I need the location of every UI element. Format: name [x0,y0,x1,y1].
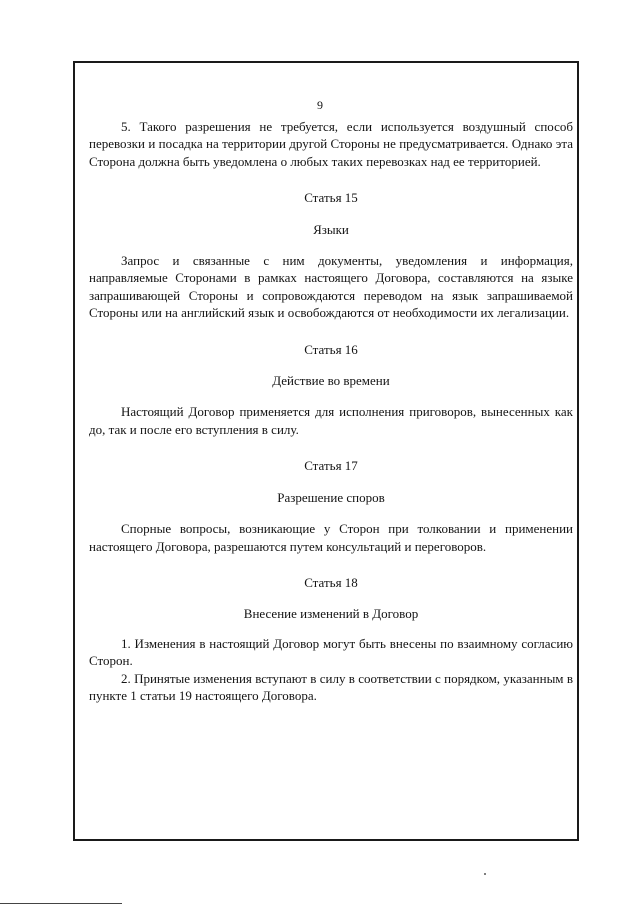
paragraph-permission-not-required: 5. Такого разрешения не требуется, если используется воздушный способ перевозки и посадка на территории другой Стороны не предусматривается. Однако эта Сторона должна быть уведомлена о любых таких перевозках над ее территорией. [89,119,573,169]
article-17-paragraph: Спорные вопросы, возникающие у Сторон при толковании и применении настоящего Договора, разрешаются путем консультаций и переговоров. [89,521,573,554]
scan-edge-line [0,903,122,904]
article-16-title: Действие во времени [272,373,390,389]
article-15-title: Языки [313,221,349,237]
document-body [89,118,573,704]
article-18-paragraph-2: 2. Принятые изменения вступают в силу в соответствии с порядком, указанным в пункте 1 статьи 19 настоящего Договора. [89,670,573,703]
scan-speck [484,873,486,875]
page-number: 9 [317,98,323,112]
article-16-number: Статья 16 [304,341,358,357]
article-15-number: Статья 15 [304,190,358,206]
article-18-paragraph-1: 1. Изменения в настоящий Договор могут быть внесены по взаимному согласию Сторон. [89,635,573,669]
article-15-paragraph: Запрос и связанные с ним документы, уведомления и информация, направляемые Сторонами в рамках настоящего Договора, составляются на языке запрашивающей Стороны и сопровождаются переводом на язык запрашиваемой Стороны или на английский язык и освобождаются от необходимости их легализации. [89,253,573,321]
article-16-paragraph: Настоящий Договор применяется для исполнения приговоров, вынесенных как до, так и после его вступления в силу. [89,404,573,437]
article-17-title: Разрешение споров [277,489,385,505]
article-18-title: Внесение изменений в Договор [243,606,419,622]
article-18-number: Статья 18 [304,574,358,590]
article-17-number: Статья 17 [304,458,358,474]
